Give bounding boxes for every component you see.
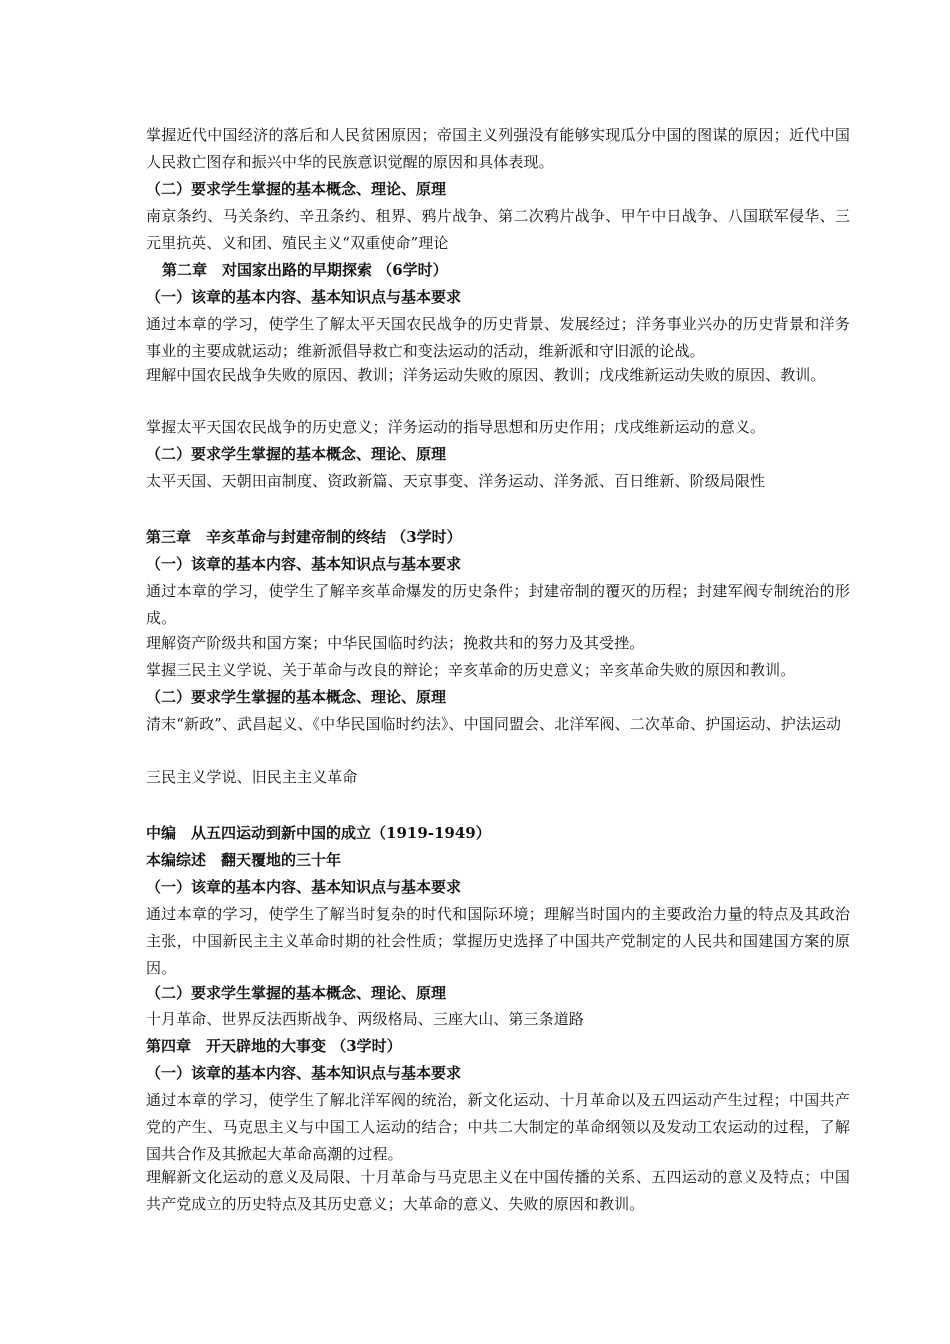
chapter-3-paragraph-2: 理解资产阶级共和国方案；中华民国临时约法；挽救共和的努力及其受挫。: [146, 634, 645, 652]
chapter-4-heading-1: （一）该章的基本内容、基本知识点与基本要求: [146, 1064, 462, 1082]
chapter-2-paragraph-2: 理解中国农民战争失败的原因、教训；洋务运动失败的原因、教训；戊戌维新运动失败的原因、教训。: [146, 366, 826, 384]
chapter-2-heading-1: （一）该章的基本内容、基本知识点与基本要求: [146, 288, 462, 306]
intro-concepts: 南京条约、马关条约、辛丑条约、租界、鸦片战争、第二次鸦片战争、甲午中日战争、八国联军侵华、三元里抗英、义和团、殖民主义“双重使命”理论: [146, 207, 850, 252]
chapter-3-concepts-1: 清末“新政”、武昌起义、《中华民国临时约法》、中国同盟会、北洋军阀、二次革命、护国运动、护法运动: [146, 715, 842, 733]
chapter-2-heading-2: （二）要求学生掌握的基本概念、理论、原理: [146, 445, 447, 463]
overview-title: 本编综述 翻天覆地的三十年: [146, 851, 342, 869]
chapter-2-paragraph-1: 通过本章的学习，使学生了解太平天国农民战争的历史背景、发展经过；洋务事业兴办的历史背景和洋务事业的主要成就运动；维新派倡导救亡和变法运动的活动，维新派和守旧派的论战。: [146, 315, 850, 360]
overview-paragraph-1: 通过本章的学习，使学生了解当时复杂的时代和国际环境；理解当时国内的主要政治力量的特点及其政治主张，中国新民主主义革命时期的社会性质；掌握历史选择了中国共产党制定的人民共和国建国方案的原因。: [146, 905, 850, 977]
overview-concepts: 十月革命、世界反法西斯战争、两级格局、三座大山、第三条道路: [146, 1010, 584, 1028]
part-title: 中编 从五四运动到新中国的成立（1919-1949）: [146, 824, 491, 842]
chapter-4-title: 第四章 开天辟地的大事变 （3学时）: [146, 1037, 402, 1055]
chapter-3-concepts-2: 三民主义学说、旧民主主义革命: [146, 768, 358, 786]
chapter-4-paragraph-2: 理解新文化运动的意义及局限、十月革命与马克思主义在中国传播的关系、五四运动的意义及特点；中国共产党成立的历史特点及其历史意义；大革命的意义、失败的原因和教训。: [146, 1168, 850, 1213]
chapter-3-paragraph-3: 掌握三民主义学说、关于革命与改良的辩论；辛亥革命的历史意义；辛亥革命失败的原因和教训。: [146, 661, 796, 679]
intro-concepts-heading: （二）要求学生掌握的基本概念、理论、原理: [146, 180, 447, 198]
chapter-3-heading-1: （一）该章的基本内容、基本知识点与基本要求: [146, 555, 462, 573]
chapter-3-heading-2: （二）要求学生掌握的基本概念、理论、原理: [146, 688, 447, 706]
overview-heading-1: （一）该章的基本内容、基本知识点与基本要求: [146, 878, 462, 896]
overview-heading-2: （二）要求学生掌握的基本概念、理论、原理: [146, 984, 447, 1002]
chapter-3-paragraph-1: 通过本章的学习，使学生了解辛亥革命爆发的历史条件；封建帝制的覆灭的历程；封建军阀专制统治的形成。: [146, 582, 850, 627]
chapter-2-paragraph-3: 掌握太平天国农民战争的历史意义；洋务运动的指导思想和历史作用；戊戌维新运动的意义。: [146, 418, 766, 436]
chapter-3-title: 第三章 辛亥革命与封建帝制的终结 （3学时）: [146, 528, 462, 546]
chapter-2-concepts: 太平天国、天朝田亩制度、资政新篇、天京事变、洋务运动、洋务派、百日维新、阶级局限性: [146, 472, 766, 490]
chapter-4-paragraph-1: 通过本章的学习，使学生了解北洋军阀的统治，新文化运动、十月革命以及五四运动产生过程；中国共产党的产生、马克思主义与中国工人运动的结合；中共二大制定的革命纲领以及发动工农运动的过程，了解国共合作及其掀起大革命高潮的过程。: [146, 1091, 850, 1163]
chapter-2-title: 第二章 对国家出路的早期探索 （6学时）: [162, 261, 448, 279]
intro-paragraph: 掌握近代中国经济的落后和人民贫困原因；帝国主义列强没有能够实现瓜分中国的图谋的原因；近代中国人民救亡图存和振兴中华的民族意识觉醒的原因和具体表现。: [146, 126, 850, 171]
